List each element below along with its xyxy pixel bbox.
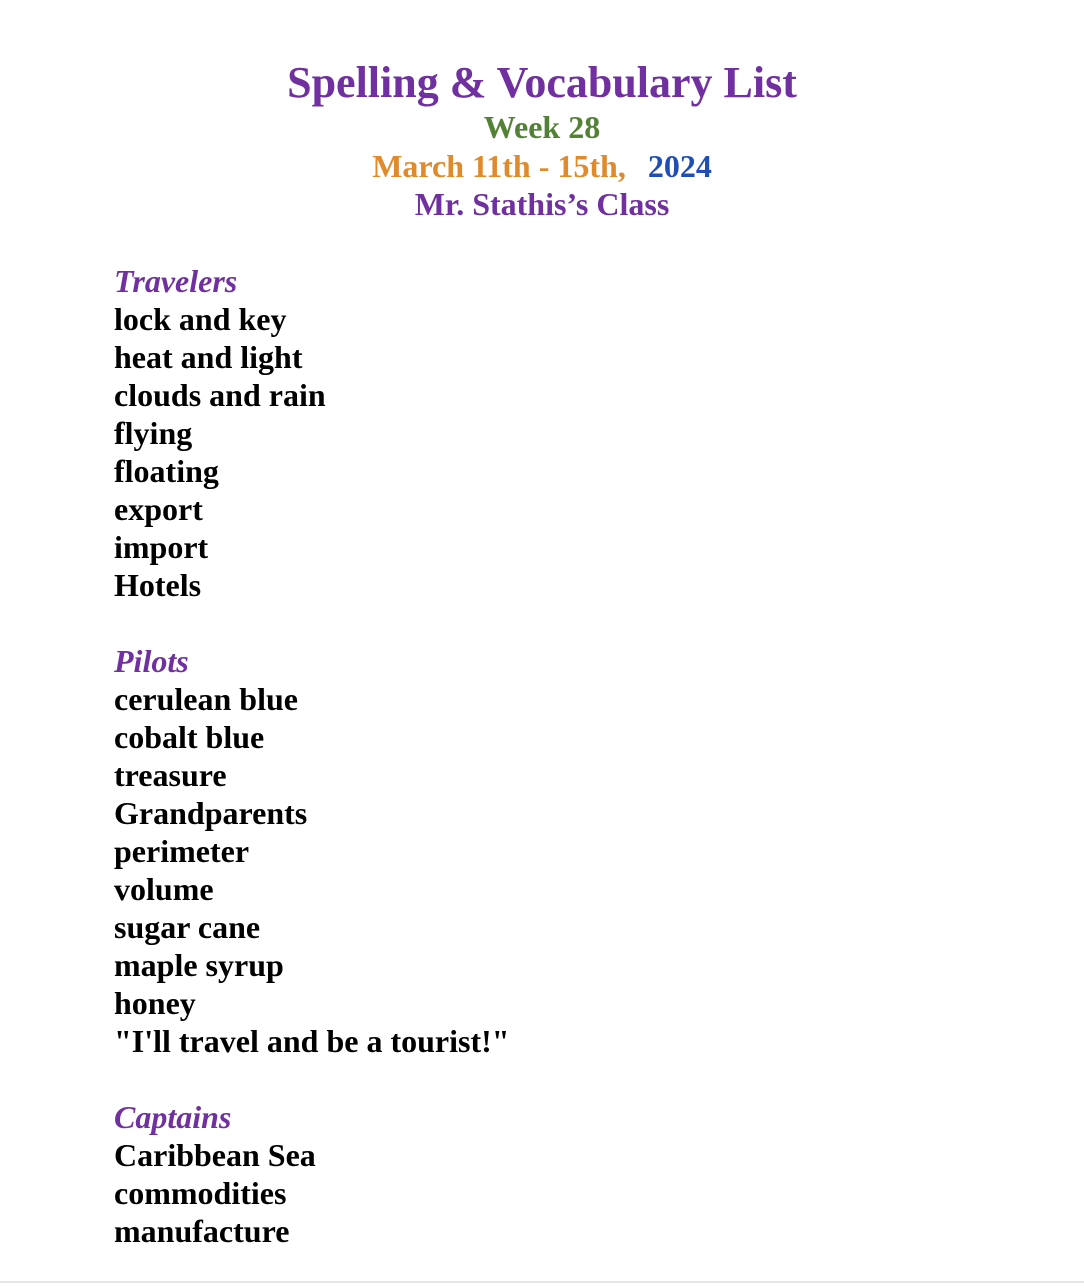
word-item: lock and key [114,301,287,337]
word-item: floating [114,453,219,489]
word-list [114,1136,510,1250]
date-range: March 11th - 15th, [372,148,626,184]
word-item: Hotels [114,567,202,603]
word-item: "I'll travel and be a tourist!" [114,1023,510,1059]
date-line [0,146,1084,186]
word-item: flying [114,415,193,451]
page-title: Spelling & Vocabulary List [287,58,797,107]
word-item: clouds and rain [114,377,326,413]
word-item: export [114,491,203,527]
class-name: Mr. Stathis’s Class [414,186,670,222]
word-item: Caribbean Sea [114,1137,316,1173]
year: 2024 [647,148,712,184]
header [0,58,1084,222]
word-item: Grandparents [114,795,308,831]
word-item: cobalt blue [114,719,265,755]
group-captains [114,1098,510,1250]
word-item: manufacture [114,1213,290,1249]
word-item: volume [114,871,214,907]
word-item: sugar cane [114,909,261,945]
word-list [114,300,510,604]
word-item: heat and light [114,339,303,375]
group-heading: Travelers [114,263,238,299]
group-heading: Captains [114,1099,232,1135]
word-item: honey [114,985,196,1021]
page-bottom-divider [0,1281,1084,1283]
word-groups [114,262,510,1288]
group-heading: Pilots [114,643,189,679]
week-label: Week 28 [483,109,601,145]
word-item: maple syrup [114,947,284,983]
word-item: import [114,529,209,565]
group-pilots [114,642,510,1060]
word-item: treasure [114,757,227,793]
word-item: cerulean blue [114,681,298,717]
word-item: perimeter [114,833,250,869]
word-list [114,680,510,1060]
group-travelers [114,262,510,604]
word-item: commodities [114,1175,287,1211]
